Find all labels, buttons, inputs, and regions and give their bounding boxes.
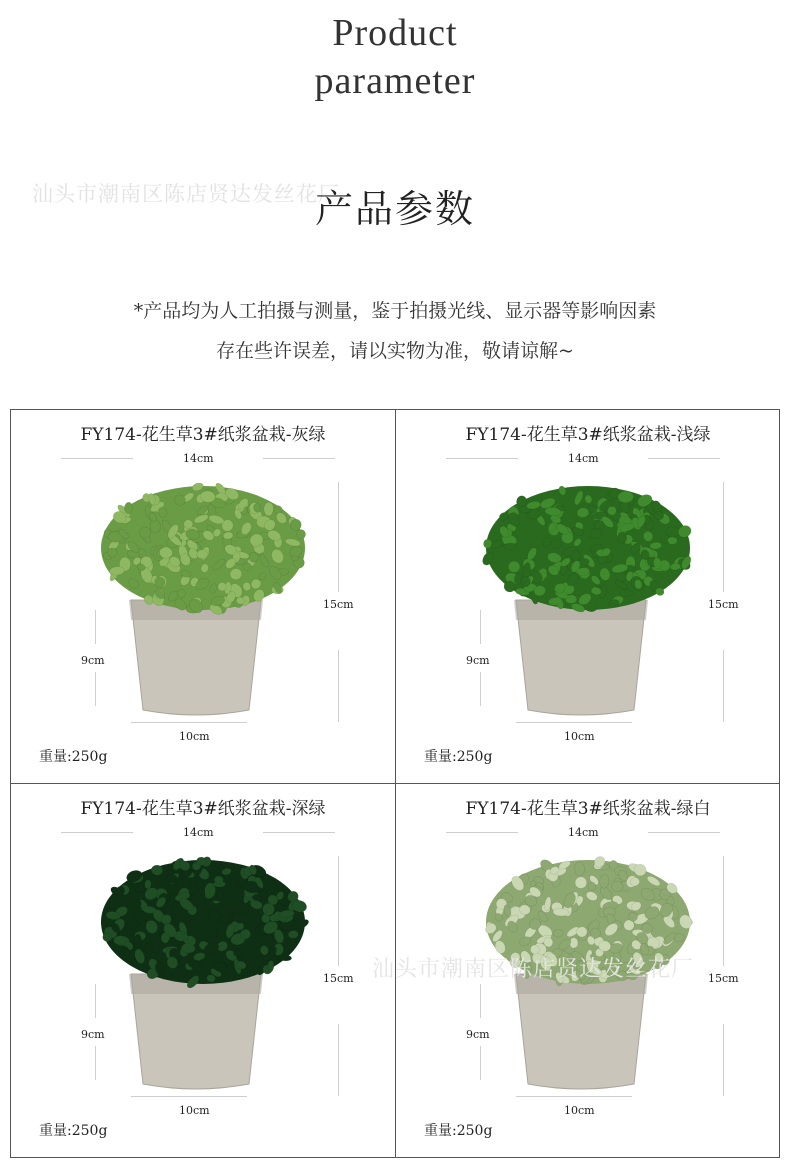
product-title: FY174-花生草3#纸浆盆栽-绿白 [465, 799, 711, 819]
height-guide-top [338, 856, 339, 966]
watermark-top: 汕头市潮南区陈店贤达发丝花厂 [32, 182, 340, 206]
dimension-pot-height: 9cm [81, 1028, 105, 1041]
width-guide-left [61, 832, 133, 833]
plant-image [83, 470, 323, 720]
dimension-pot-height: 9cm [81, 654, 105, 667]
notice-line1: *产品均为人工拍摄与测量，鉴于拍摄光线、显示器等影响因素 [133, 300, 657, 322]
dimension-pot-height: 9cm [466, 654, 490, 667]
width-guide-right [263, 832, 335, 833]
dimension-width: 14cm [568, 452, 599, 465]
product-grid [10, 409, 780, 1158]
product-weight: 重量:250g [39, 1123, 108, 1139]
dimension-pot-width: 10cm [179, 730, 210, 743]
height-guide-top [723, 482, 724, 592]
height-guide-bottom [723, 1024, 724, 1096]
foliage [101, 855, 310, 990]
dimension-height: 15cm [323, 598, 354, 611]
width-guide-left [446, 458, 518, 459]
dimension-width: 14cm [568, 826, 599, 839]
foliage [101, 481, 306, 616]
dimension-width: 14cm [183, 452, 214, 465]
dimension-width: 14cm [183, 826, 214, 839]
width-guide-right [263, 458, 335, 459]
dimension-pot-width: 10cm [564, 730, 595, 743]
product-weight: 重量:250g [39, 749, 108, 765]
title-cn: 产品参数 [314, 187, 475, 231]
height-guide-top [723, 856, 724, 966]
height-guide-bottom [723, 650, 724, 722]
product-title: FY174-花生草3#纸浆盆栽-深绿 [80, 799, 326, 819]
height-guide-bottom [338, 650, 339, 722]
plant-image [83, 844, 323, 1094]
width-guide-left [446, 832, 518, 833]
dimension-pot-width: 10cm [179, 1104, 210, 1117]
title-en-line2: parameter [314, 60, 476, 102]
title-en-line1: Product [332, 12, 458, 54]
product-card [396, 410, 780, 783]
dimension-height: 15cm [323, 972, 354, 985]
height-guide-top [338, 482, 339, 592]
watermark-bottom: 汕头市潮南区陈店贤达发丝花厂 [372, 957, 695, 982]
product-card [11, 410, 395, 783]
dimension-pot-width: 10cm [564, 1104, 595, 1117]
dimension-height: 15cm [708, 972, 739, 985]
height-guide-bottom [338, 1024, 339, 1096]
width-guide-right [648, 458, 720, 459]
foliage [480, 485, 693, 614]
product-title: FY174-花生草3#纸浆盆栽-浅绿 [465, 425, 711, 445]
pot-width-guide [131, 1096, 247, 1097]
dimension-height: 15cm [708, 598, 739, 611]
product-weight: 重量:250g [424, 1123, 493, 1139]
width-guide-left [61, 458, 133, 459]
pot-width-guide [516, 722, 632, 723]
product-card [11, 784, 395, 1157]
plant-image [468, 470, 708, 720]
product-weight: 重量:250g [424, 749, 493, 765]
pot-width-guide [516, 1096, 632, 1097]
product-title: FY174-花生草3#纸浆盆栽-灰绿 [80, 425, 326, 445]
notice-line2: 存在些许误差，请以实物为准，敬请谅解~ [216, 340, 574, 362]
width-guide-right [648, 832, 720, 833]
pot-width-guide [131, 722, 247, 723]
dimension-pot-height: 9cm [466, 1028, 490, 1041]
